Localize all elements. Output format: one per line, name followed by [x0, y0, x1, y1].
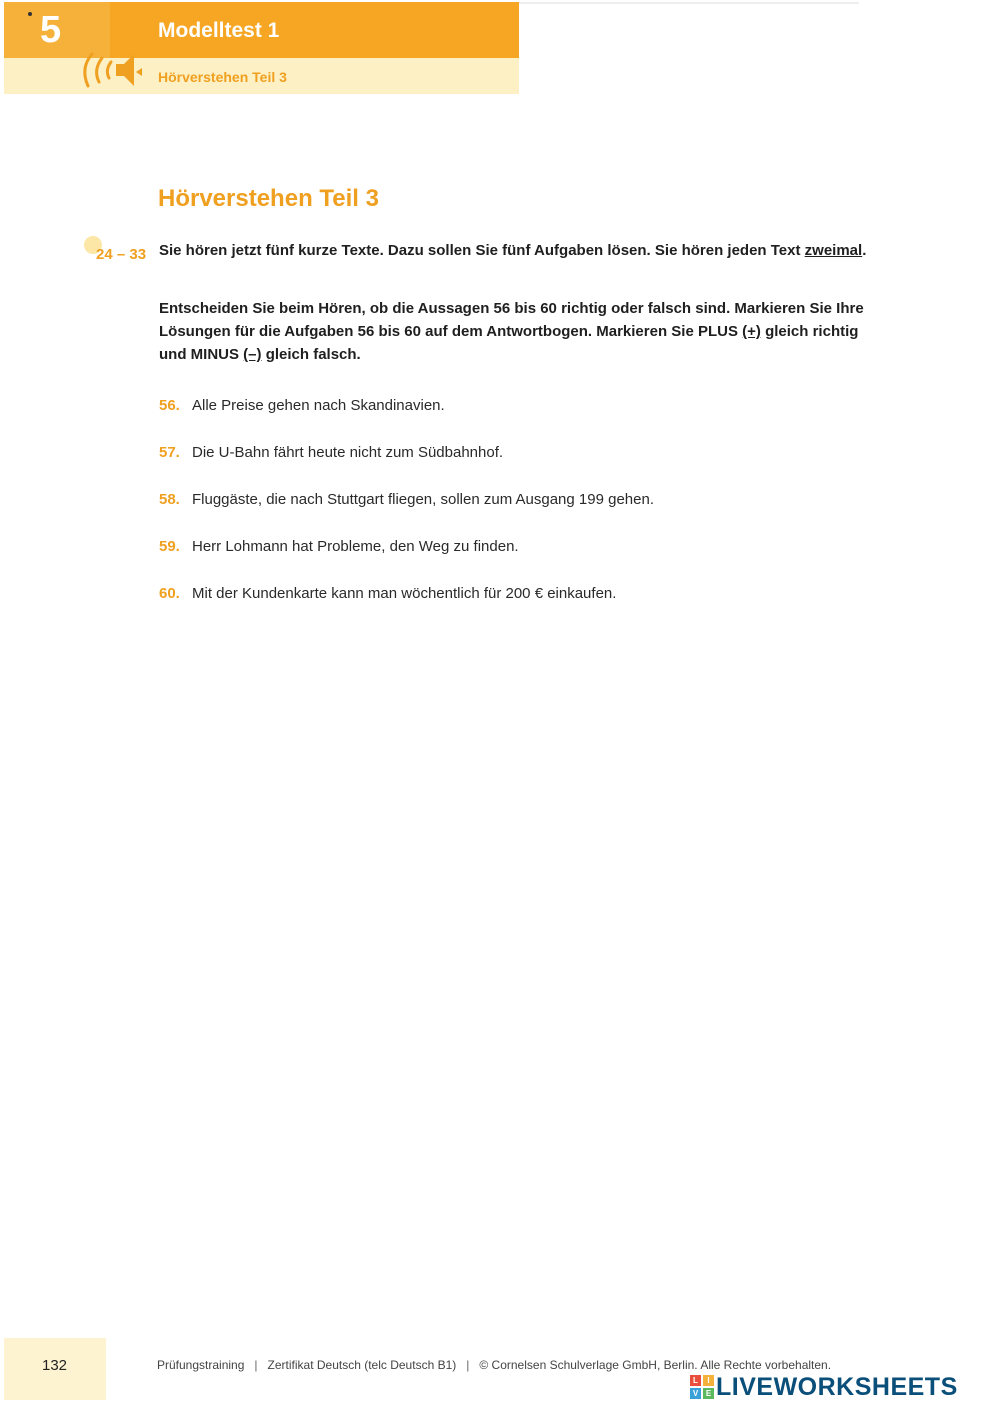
section-title: Hörverstehen Teil 3: [158, 185, 379, 212]
liveworksheets-logo: [690, 1374, 958, 1400]
chapter-dot: [28, 12, 32, 16]
footer-exam: Zertifikat Deutsch (telc Deutsch B1): [267, 1358, 457, 1372]
task-item-59: [159, 537, 859, 557]
task-item-56: [159, 396, 859, 416]
footer-separator: |: [254, 1358, 258, 1372]
page-title: Modelltest 1: [158, 19, 280, 42]
task-number: 57.: [159, 444, 180, 461]
instruction-2a-text: Entscheiden Sie beim Hören, ob die Aussagen 56 bis 60 richtig oder falsch sind. Markieren Sie Ihre Lösungen für die Aufgaben 56 bis 60 auf dem Antwortbogen. Markieren Sie PLUS: [159, 300, 864, 340]
task-number: 56.: [159, 397, 180, 414]
plus-symbol: (+): [742, 323, 761, 340]
page-subtitle: Hörverstehen Teil 3: [158, 69, 287, 85]
instruction-1-text: Sie hören jetzt fünf kurze Texte. Dazu sollen Sie fünf Aufgaben lösen. Sie hören jeden Text: [159, 242, 801, 259]
task-item-58: [159, 490, 859, 510]
instruction-paragraph-2: [159, 297, 869, 366]
task-item-60: [159, 584, 859, 604]
task-number: 58.: [159, 491, 180, 508]
task-text: Mit der Kundenkarte kann man wöchentlich für 200 € einkaufen.: [192, 585, 617, 602]
speaker-sound-icon: [74, 46, 154, 92]
page-number: 132: [42, 1357, 68, 1374]
footer-credits: [157, 1357, 831, 1373]
liveworksheets-logo-grid: [690, 1375, 714, 1399]
footer-separator: |: [466, 1358, 470, 1372]
task-text: Fluggäste, die nach Stuttgart fliegen, sollen zum Ausgang 199 gehen.: [192, 491, 654, 508]
task-text: Herr Lohmann hat Probleme, den Weg zu finden.: [192, 538, 519, 555]
task-text: Alle Preise gehen nach Skandinavien.: [192, 397, 445, 414]
instruction-paragraph-1: [159, 239, 869, 262]
top-rule: [519, 2, 859, 4]
task-item-57: [159, 443, 859, 463]
logo-letter: I: [703, 1375, 714, 1386]
task-number: 59.: [159, 538, 180, 555]
footer-book: Prüfungstraining: [157, 1358, 245, 1372]
instruction-1-end: .: [862, 242, 867, 259]
task-number: 60.: [159, 585, 180, 602]
footer-copyright: © Cornelsen Schulverlage GmbH, Berlin. Alle Rechte vorbehalten.: [479, 1358, 832, 1372]
minus-symbol: (–): [243, 346, 262, 363]
audio-track-number: 24 – 33: [96, 246, 147, 263]
logo-letter: E: [703, 1388, 714, 1399]
logo-letter: L: [690, 1375, 701, 1386]
instruction-2c-text: gleich falsch.: [265, 346, 361, 363]
liveworksheets-wordmark: LIVEWORKSHEETS: [716, 1373, 958, 1401]
instruction-1-underlined: zweimal: [804, 242, 863, 259]
task-text: Die U-Bahn fährt heute nicht zum Südbahnhof.: [192, 444, 504, 461]
logo-letter: V: [690, 1388, 701, 1399]
instruction-2b-text: gleich richtig und MINUS: [159, 323, 859, 363]
chapter-number: 5: [40, 9, 62, 51]
